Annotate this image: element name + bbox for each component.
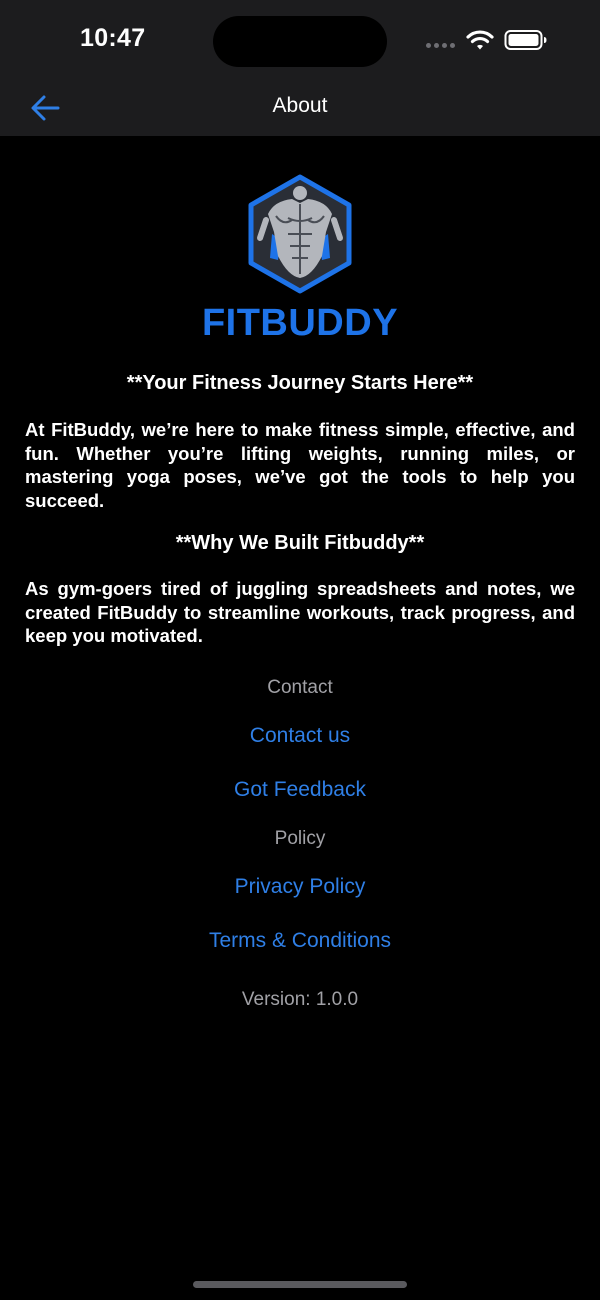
- section-heading: **Your Fitness Journey Starts Here**: [126, 372, 474, 394]
- status-bar: [0, 0, 600, 80]
- muscular-torso-emblem-icon: [246, 174, 354, 294]
- policy-label: Policy: [274, 828, 326, 849]
- page-title: About: [272, 94, 328, 117]
- logo-text: FITBUDDY: [201, 302, 399, 344]
- feedback-link[interactable]: Got Feedback: [234, 778, 366, 801]
- cellular-signal-icon: [426, 43, 455, 48]
- contact-label: Contact: [267, 677, 333, 698]
- wifi-icon: [466, 29, 494, 51]
- battery-icon: [504, 29, 548, 51]
- home-indicator[interactable]: [193, 1281, 407, 1288]
- section-body: As gym-goers tired of juggling spreadsheets and notes, we created FitBuddy to streamline workouts, track progress, and keep you motivated.: [25, 578, 575, 646]
- dynamic-island: [213, 16, 387, 67]
- app-logo: [200, 170, 400, 350]
- section-heading: **Why We Built Fitbuddy**: [175, 532, 425, 554]
- version-text: Version: 1.0.0: [241, 989, 359, 1010]
- navigation-bar: [0, 80, 600, 136]
- contact-us-link[interactable]: Contact us: [249, 724, 351, 747]
- status-time: 10:47: [80, 24, 146, 52]
- terms-conditions-link[interactable]: Terms & Conditions: [208, 929, 392, 952]
- privacy-policy-link[interactable]: Privacy Policy: [234, 875, 366, 898]
- section-body: At FitBuddy, we’re here to make fitness simple, effective, and fun. Whether you’re lifting weights, running miles, or mastering yoga poses, we’ve got the tools to help you succeed.: [25, 419, 575, 511]
